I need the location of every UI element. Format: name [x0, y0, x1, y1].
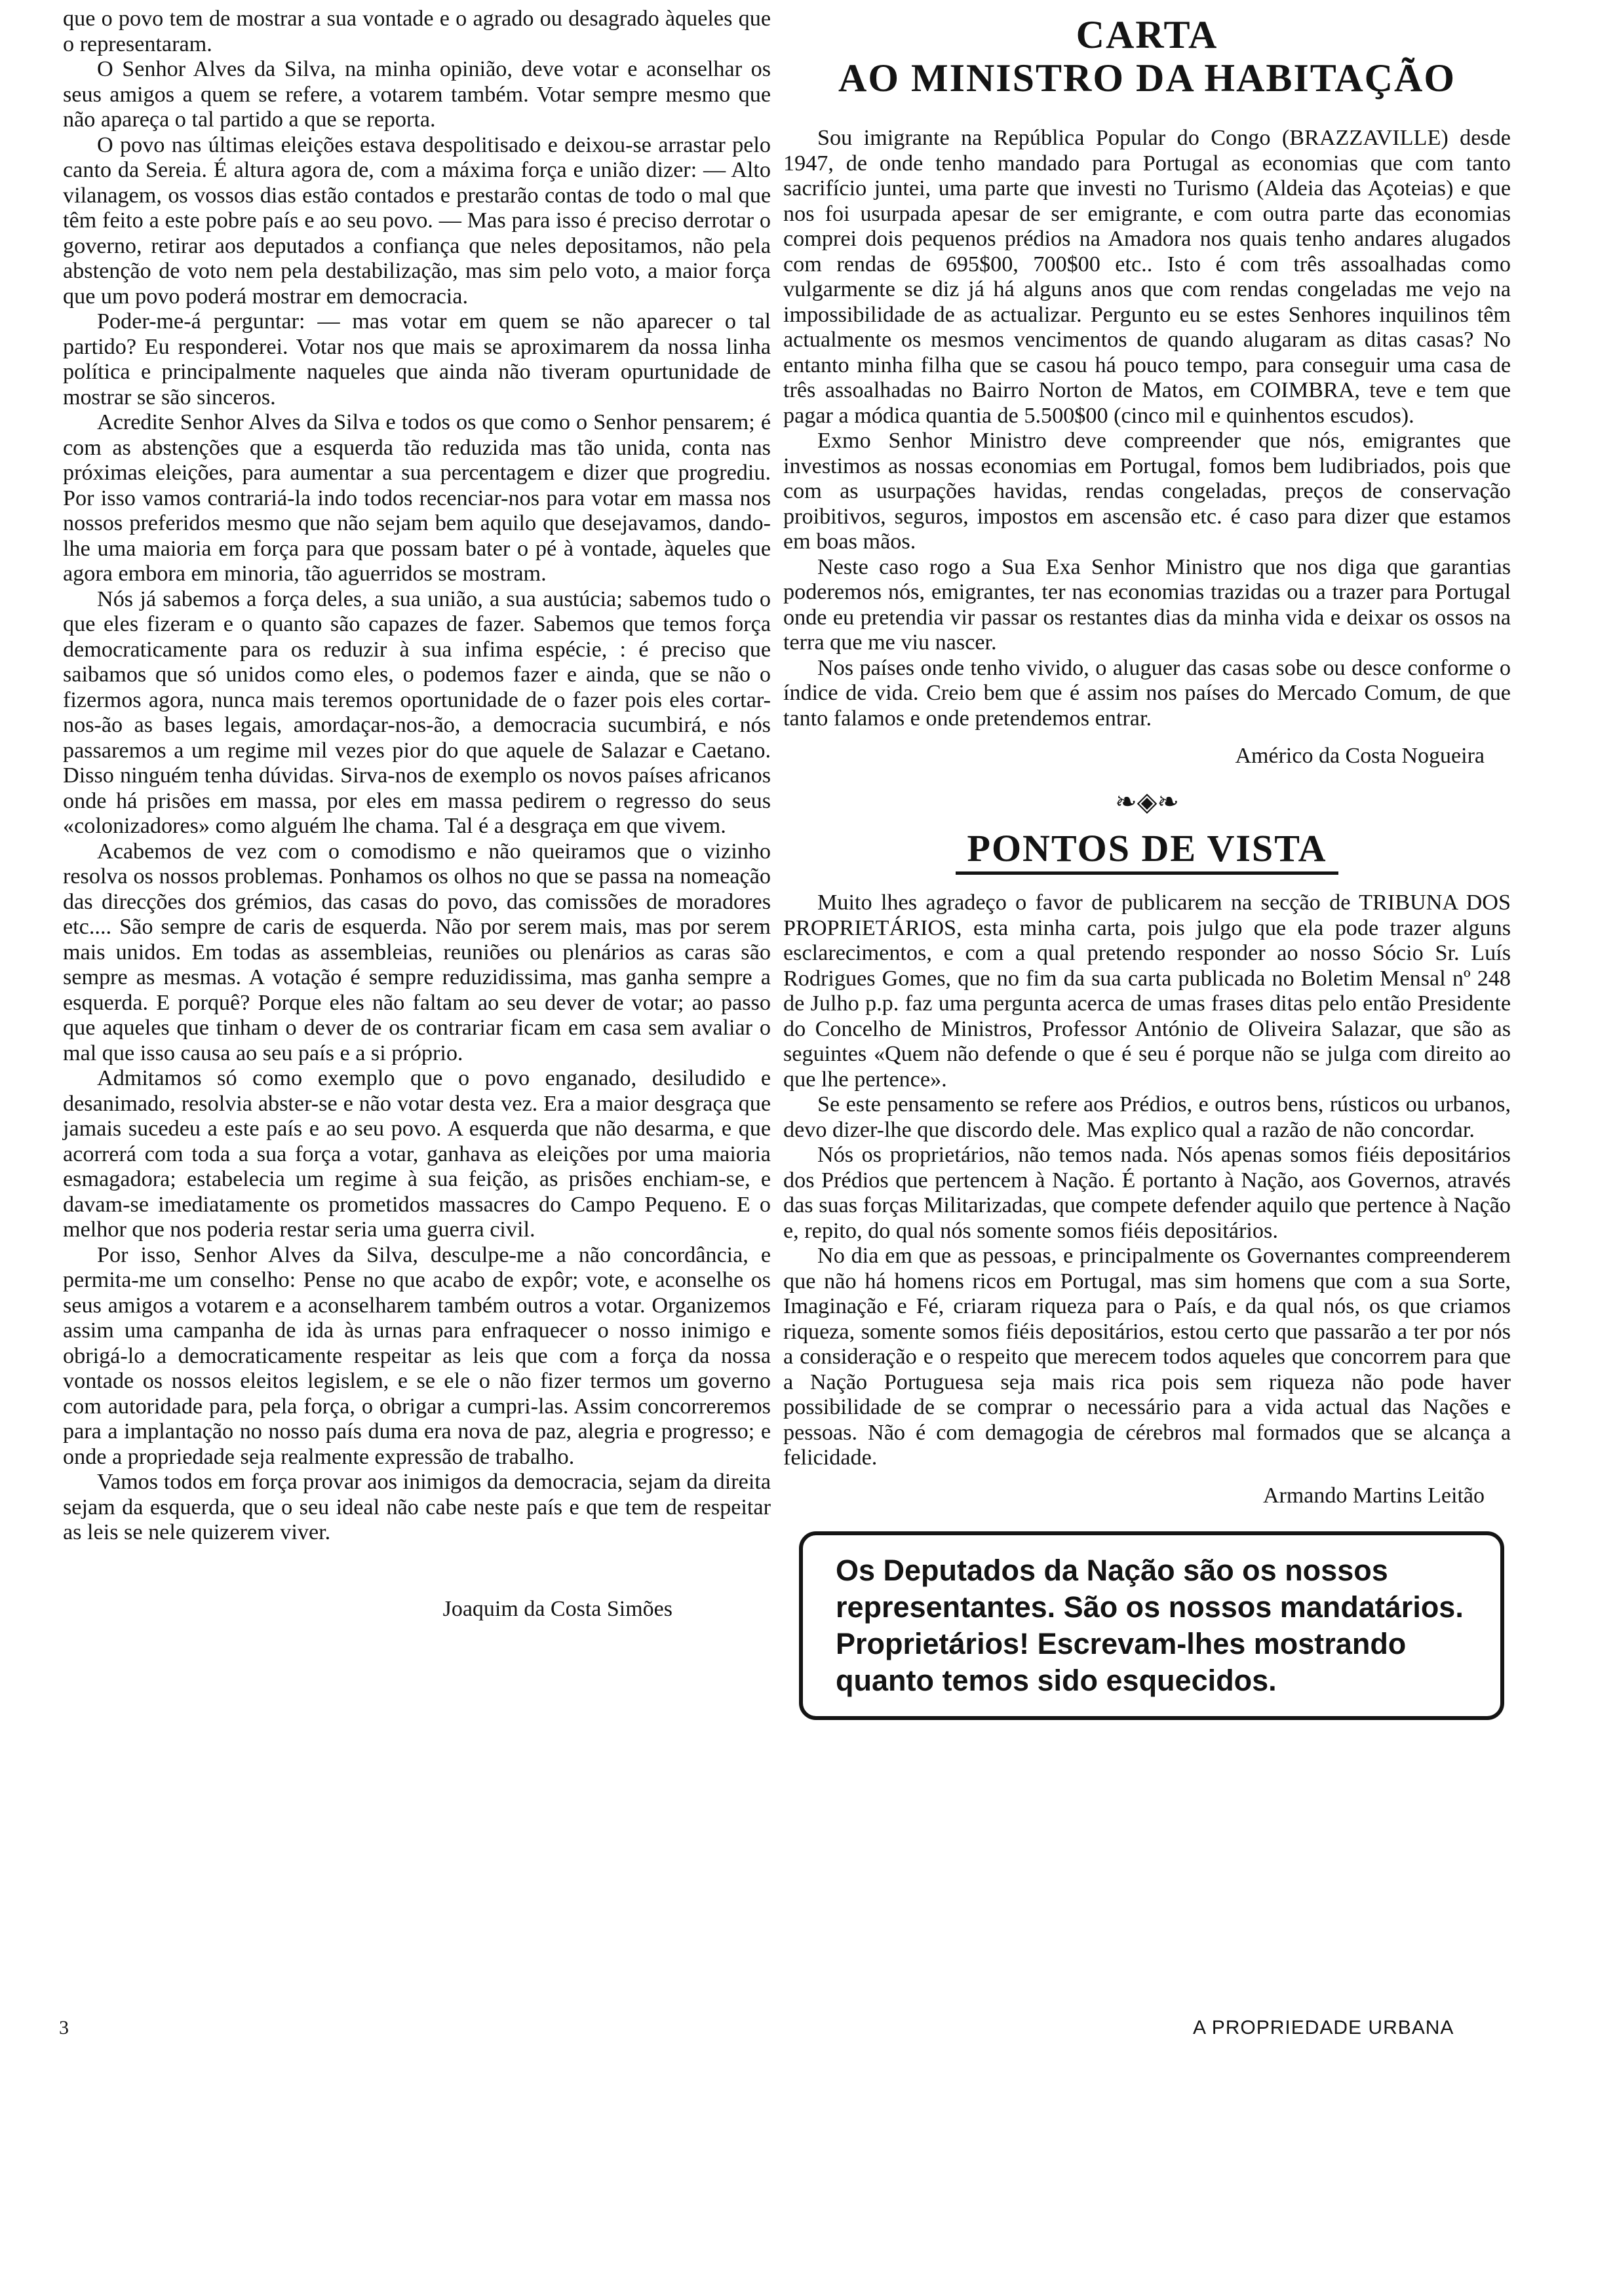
carta-title-line2: AO MINISTRO DA HABITAÇÃO	[838, 56, 1456, 100]
carta-paragraph: Nos países onde tenho vivido, o aluguer das casas sobe ou desce conforme o índice de vida. Creio bem que é assim nos países do Mercado Comum, de que tanto falamos e onde pretendemos entrar.	[783, 655, 1511, 731]
page-number: 3	[59, 2017, 69, 2038]
pontos-title	[783, 826, 1511, 875]
article-paragraph: Acabemos de vez com o comodismo e não queiramos que o vizinho resolva os nossos problemas. Ponhamos os olhos no que se passa na nomeação das direcções dos grémios, das casas do povo, das comissões de moradores etc.... São sempre de caris de esquerda. Não por serem mais, mas por serem mais unidos. Em todas as assembleias, reuniões ou plenários as caras são sempre as mesmas. A votação é sempre reduzidissima, mas ganha sempre a esquerda. E porquê? Porque eles não faltam ao seu dever de votar; ao passo que aqueles que tinham o dever de os contrariar ficam em casa sem avaliar o mal que isso causa ao seu país e a si próprio.	[63, 839, 771, 1065]
carta-paragraph: Neste caso rogo a Sua Exa Senhor Ministro que nos diga que garantias poderemos nós, emigrantes, ter nas economias trazidas ou a trazer para Portugal onde eu pretendia vir passar os restantes dias da minha vida e deixar os ossos na terra que me viu nascer.	[783, 554, 1511, 655]
article-paragraph: Poder-me-á perguntar: — mas votar em quem se não aparecer o tal partido? Eu responderei. Votar nos que mais se aproximarem da nossa linha política e principalmente naqueles que ainda não tiveram opurtunidade de mostrar se são sinceros.	[63, 309, 771, 410]
article-paragraph: Nós já sabemos a força deles, a sua união, a sua austúcia; sabemos tudo o que eles fizeram e o quanto são capazes de fazer. Sabemos que temos força democraticamente para os reduzir à sua infima espécie, : é preciso que saibamos que só unidos como eles, o podemos fazer e ainda, que se não o fizermos agora, nunca mais teremos oportunidade de o fazer pois eles cortar-nos-ão as bases legais, amordaçar-nos-ão, a democracia sucumbirá, e nós passaremos a um regime mil vezes pior do que aquele de Salazar e Caetano. Disso ninguém tenha dúvidas. Sirva-nos de exemplo os novos países africanos onde há prisões em massa, por eles em massa pedirem o regresso do seus «colonizadores» como alguém lhe chama. Tal é a desgraça em que vivem.	[63, 586, 771, 838]
pontos-paragraph: Se este pensamento se refere aos Prédios, e outros bens, rústicos ou urbanos, devo dizer-lhe que discordo dele. Mas explico qual a razão de não concordar.	[783, 1092, 1511, 1142]
left-column	[63, 7, 771, 1622]
carta-title	[783, 13, 1511, 100]
signature-simoes: Joaquim da Costa Simões	[442, 1596, 672, 1621]
callout-line1: Os Deputados da Nação são os nossos representantes. São os nossos mandatários.	[836, 1553, 1464, 1624]
pontos-title-text: PONTOS DE VISTA	[956, 826, 1339, 875]
article-paragraph: Vamos todos em força provar aos inimigos da democracia, sejam da direita sejam da esquerda, que o seu ideal não cabe neste país e que tem de respeitar as leis se nele quizerem viver.	[63, 1470, 771, 1544]
article-paragraph: Por isso, Senhor Alves da Silva, desculpe-me a não concordância, e permita-me um conselho: Pense no que acabo de expôr; vote, e aconselhe os seus amigos a votarem e a aconselharem também outros a votar. Organizemos assim uma campanha de ida às urnas para enfraquecer o nosso inimigo e obrigá-lo a democraticamente respeitar as leis que com a força da nossa vontade os nossos eleitos legislem, e se ele o não fizer termos um governo com autoridade para, pela força, o obrigar a cumpri-las. Assim concorreremos para a implantação no nosso país duma era nova de paz, alegria e progresso; e onde a propriedade seja realmente expressão de trabalho.	[63, 1242, 771, 1469]
ornament-divider: ❧◈❧	[1115, 787, 1179, 816]
pontos-paragraph: Nós os proprietários, não temos nada. Nós apenas somos fiéis depositários dos Prédios que pertencem à Nação. É portanto à Nação, aos Governos, através das suas forças Militarizadas, que compete defender aquilo que pertence à Nação e, repito, do qual nós somente somos fiéis depositários.	[783, 1143, 1511, 1243]
signature-nogueira: Américo da Costa Nogueira	[1235, 744, 1485, 768]
callout-line2: Proprietários! Escrevam-lhes mostrando quanto temos sido esquecidos.	[836, 1626, 1407, 1697]
carta-body	[783, 126, 1511, 731]
pontos-paragraph: No dia em que as pessoas, e principalmente os Governantes compreenderem que não há homens ricos em Portugal, mas sim homens que com a sua Sorte, Imaginação e Fé, criaram riqueza para o País, e da qual nós, os que criamos riqueza, somente somos fiéis depositários, estou certo que passarão a ter por nós a consideração e o respeito que merecem todos aqueles que concorrem para que a Nação Portuguesa seja mais rica pois sem riqueza não pode haver possibilidade de se comprar o necessário para a vida actual das Nações e pessoas. Não é com demagogia de cérebros mal formados que se alcança a felicidade.	[783, 1244, 1511, 1470]
right-column	[783, 7, 1511, 1720]
article-paragraph: O Senhor Alves da Silva, na minha opinião, deve votar e aconselhar os seus amigos a quem se refere, a votarem também. Votar sempre mesmo que não apareça o tal partido a que se reporta.	[63, 57, 771, 132]
article-paragraph: Acredite Senhor Alves da Silva e todos os que como o Senhor pensarem; é com as abstenções que a esquerda tão reduzida mas tão unida, conta nas próximas eleições, para aumentar a sua percentagem e dizer que progrediu. Por isso vamos contrariá-la indo todos recenciar-nos para votar em massa nos nossos preferidos mesmo que não sejam bem aquilo que desejavamos, dando-lhe uma maioria em força para que possam bater o pé à vontade, àqueles que agora embora em minoria, tão aguerridos se mostram.	[63, 410, 771, 586]
pontos-paragraph: Muito lhes agradeço o favor de publicarem na secção de TRIBUNA DOS PROPRIETÁRIOS, esta minha carta, pois julgo que ela pode trazer alguns esclarecimentos, e com a qual pretendo responder ao nosso Sócio Sr. Luís Rodrigues Gomes, que no fim da sua carta publicada no Boletim Mensal nº 248 de Julho p.p. faz uma pergunta acerca de umas frases ditas pelo então Presidente do Concelho de Ministros, Professor António de Oliveira Salazar, que são as seguintes «Quem não defende o que é seu é porque não se julga com direito ao que lhe pertence».	[783, 890, 1511, 1092]
footer-publication: A PROPRIEDADE URBANA	[1193, 2017, 1454, 2038]
article-paragraph: O povo nas últimas eleições estava despolitisado e deixou-se arrastar pelo canto da Sereia. É altura agora de, com a máxima força e união dizer: — Alto vilanagem, os vossos dias estão contados e prestarão contas de todo o mal que têm feito a este pobre país e ao seu povo. — Mas para isso é preciso derrotar o governo, retirar aos deputados a confiança que neles depositamos, não pela abstenção de voto nem pela destabilização, mas sim pelo voto, a maior força que um povo poderá mostrar em democracia.	[63, 132, 771, 309]
carta-paragraph: Exmo Senhor Ministro deve compreender que nós, emigrantes que investimos as nossas economias em Portugal, fomos bem ludibriados, pois que com as usurpações havidas, rendas congeladas, preços de conservação proibitivos, seguros, impostos em ascensão etc. é caso para dizer que estamos em boas mãos.	[783, 429, 1511, 554]
callout-box	[799, 1531, 1504, 1720]
signature-leitao: Armando Martins Leitão	[1262, 1483, 1485, 1508]
carta-paragraph: Sou imigrante na República Popular do Congo (BRAZZAVILLE) desde 1947, de onde tenho mandado para Portugal as economias que com tanto sacrifício juntei, uma parte que investi no Turismo (Aldeia das Açoteias) e que nos foi usurpada apesar de ser emigrante, e com outra parte das economias comprei dois pequenos prédios na Amadora nos quais tenho andares alugados com rendas de 695$00, 700$00 etc.. Isto é com três assoalhadas como vulgarmente se diz já há alguns anos que com rendas congeladas me vejo na impossibilidade de as actualizar. Pergunto eu se estes Senhores inquilinos têm actualmente os mesmos vencimentos de quando alugaram as ditas casas? No entanto minha filha que se casou há pouco tempo, para conseguir uma casa de três assoalhadas no Bairro Norton de Matos, em COIMBRA, teve e tem que pagar a módica quantia de 5.500$00 (cinco mil e quinhentos escudos).	[783, 126, 1511, 428]
article-paragraph: Admitamos só como exemplo que o povo enganado, desiludido e desanimado, resolvia abster-se e não votar desta vez. Era a maior desgraça que jamais sucedeu a este país e ao seu povo. A esquerda que não desarma, e que acorrerá com toda a sua força a votar, ganhava as eleições por uma maioria esmagadora; estabelecia um regime à sua feição, as prisões enchiam-se, e davam-se imediatamente os prometidos massacres do Campo Pequeno. E o melhor que nos poderia restar seria uma guerra civil.	[63, 1066, 771, 1242]
article-paragraph: que o povo tem de mostrar a sua vontade e o agrado ou desagrado àqueles que o representaram.	[63, 7, 771, 56]
carta-title-line1: CARTA	[1076, 13, 1218, 56]
